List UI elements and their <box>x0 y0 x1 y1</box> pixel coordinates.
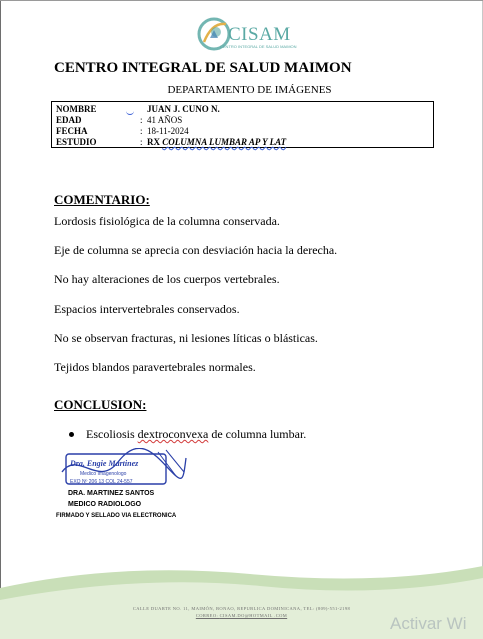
row-label: ESTUDIO <box>56 137 97 147</box>
top-border <box>0 0 483 1</box>
row-value: 41 AÑOS <box>147 115 183 125</box>
conclusion-heading: CONCLUSION: <box>54 397 147 412</box>
finding-item: No se observan fracturas, ni lesiones líticas o blásticas. <box>54 331 318 345</box>
stamp-name-text: Dra. Engie Martinez <box>70 459 139 468</box>
row-value: 18-11-2024 <box>147 126 189 136</box>
signature-stamp <box>58 448 190 488</box>
signature-note: FIRMADO Y SELLADO VIA ELECTRONICA <box>56 513 177 519</box>
activate-windows-watermark: Activar Wi <box>390 614 467 633</box>
study-name: COLUMNA LUMBAR AP Y LAT <box>162 137 287 147</box>
finding-item: Tejidos blandos paravertebrales normales. <box>54 360 256 374</box>
comentario-heading: COMENTARIO: <box>54 192 150 207</box>
row-colon: : <box>140 137 143 147</box>
finding-item: No hay alteraciones de los cuerpos vertebrales. <box>54 272 280 286</box>
row-colon: : <box>140 115 143 125</box>
study-prefix: RX <box>147 137 163 147</box>
signatory-title: MEDICO RADIOLOGO <box>68 501 142 508</box>
cisam-logo <box>188 12 308 56</box>
row-label: EDAD <box>56 115 82 125</box>
logo-wordmark: CISAM <box>228 24 291 45</box>
patient-info-box <box>51 101 434 148</box>
conclusion-suffix: de columna lumbar. <box>208 427 307 441</box>
department-title: DEPARTAMENTO DE IMÁGENES <box>167 84 332 96</box>
row-value: JUAN J. CUNO N. <box>147 104 220 114</box>
row-colon: : <box>140 126 143 136</box>
row-label: NOMBRE <box>56 104 97 114</box>
stamp-graphic <box>58 448 190 488</box>
row-value <box>147 136 286 148</box>
bullet-icon <box>69 432 74 437</box>
spellcheck-mark <box>126 110 134 115</box>
row-label: FECHA <box>56 126 88 136</box>
footer-email-label: CORREO: <box>195 613 220 618</box>
conclusion-flagged-word: dextroconvexa <box>137 427 209 441</box>
footer-email-link[interactable]: CISAM.DO@HOTMAIL .COM <box>219 613 288 618</box>
stamp-title-text: Medico Imagenologo <box>80 471 127 477</box>
finding-item: Lordosis fisiológica de la columna conservada. <box>54 214 280 228</box>
conclusion-prefix: Escoliosis <box>86 427 138 441</box>
conclusion-item <box>69 427 306 442</box>
signatory-name: DRA. MARTINEZ SANTOS <box>68 490 155 497</box>
stamp-ids-text: EXQ Nº 206 13 COL 24-557 <box>70 479 133 485</box>
finding-item: Eje de columna se aprecia con desviación hacia la derecha. <box>54 243 338 257</box>
footer-address: CALLE DUARTE NO. 11, MAIMÓN, BONAO, REPUBLICA DOMINICANA, TEL: (809)-551-2198 <box>132 606 351 611</box>
finding-item: Espacios intervertebrales conservados. <box>54 302 240 316</box>
center-title: CENTRO INTEGRAL DE SALUD MAIMON <box>54 60 352 76</box>
logo-subtitle: CENTRO INTEGRAL DE SALUD MAIMON <box>220 44 297 49</box>
